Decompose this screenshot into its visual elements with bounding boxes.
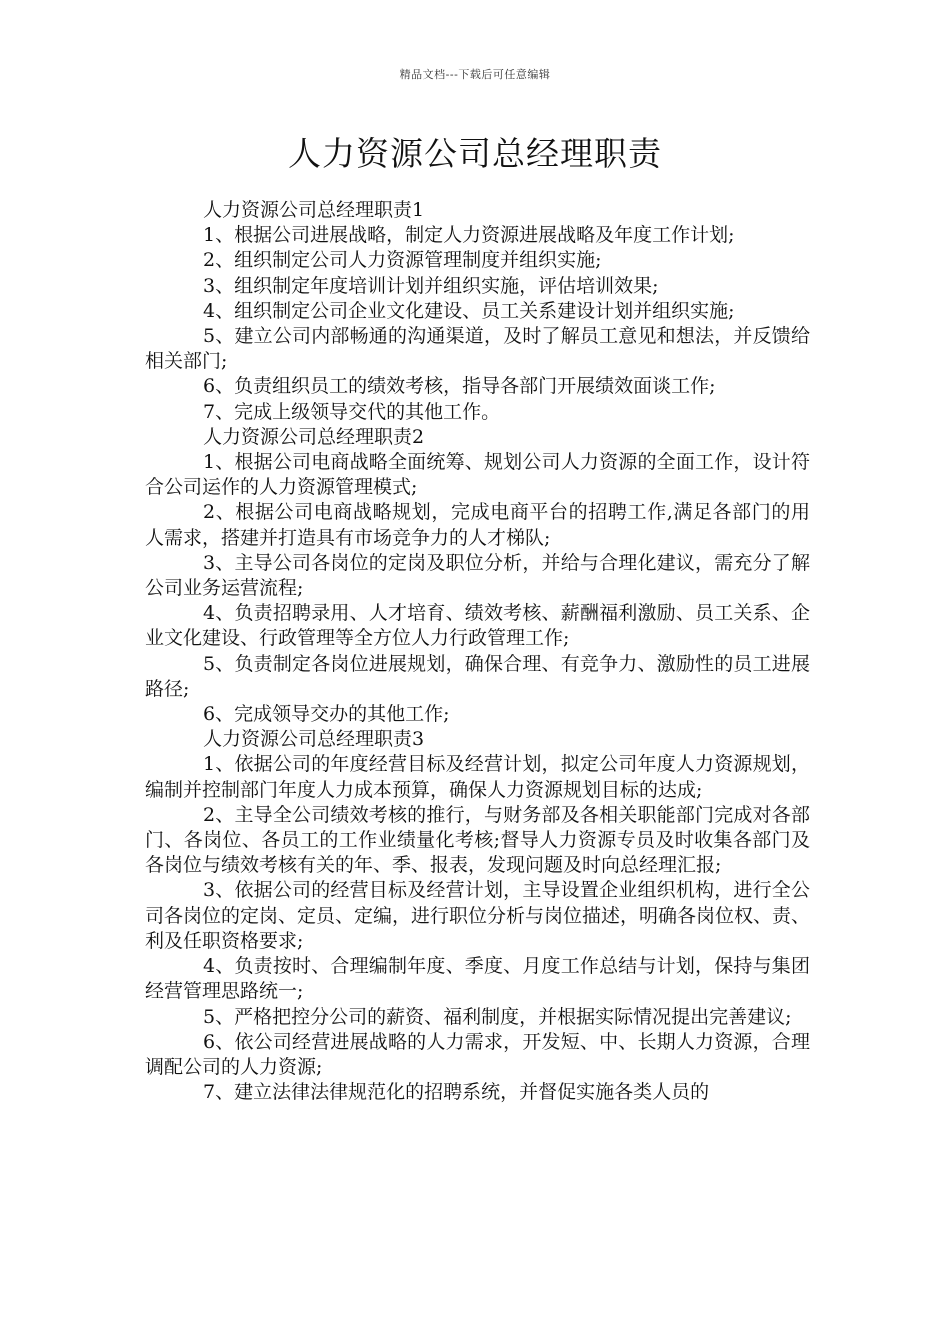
paragraph: 6、依公司经营进展战略的人力需求，开发短、中、长期人力资源，合理调配公司的人力资源; [145, 1030, 810, 1078]
paragraph: 6、负责组织员工的绩效考核，指导各部门开展绩效面谈工作; [203, 375, 716, 398]
paragraph: 3、主导公司各岗位的定岗及职位分析，并给与合理化建议，需充分了解公司业务运营流程; [145, 551, 810, 600]
paragraph: 5、负责制定各岗位进展规划，确保合理、有竞争力、激励性的员工进展路径; [145, 652, 810, 700]
paragraph: 5、建立公司内部畅通的沟通渠道，及时了解员工意见和想法，并反馈给相关部门; [145, 325, 810, 373]
paragraph: 7、完成上级领导交代的其他工作。 [203, 400, 501, 423]
paragraph: 6、完成领导交办的其他工作; [203, 703, 450, 726]
paragraph: 5、严格把控分公司的薪资、福利制度，并根据实际情况提出完善建议; [203, 1005, 792, 1028]
paragraph: 3、依据公司的经营目标及经营计划，主导设置企业组织机构，进行全公司各岗位的定岗、定员、定编，进行职位分析与岗位描述，明确各岗位权、责、利及任职资格要求; [145, 879, 811, 952]
paragraph: 4、负责按时、合理编制年度、季度、月度工作总结与计划，保持与集团经营管理思路统一; [145, 955, 810, 1003]
paragraph: 7、建立法律法律规范化的招聘系统，并督促实施各类人员的 [203, 1081, 710, 1104]
section-heading-1: 人力资源公司总经理职责1 [203, 199, 425, 221]
paragraph: 2、主导全公司绩效考核的推行，与财务部及各相关职能部门完成对各部门、各岗位、各员工的工作业绩量化考核;督导人力资源专员及时收集各部门及各岗位与绩效考核有关的年、季、报表，发现问题及时向总经理汇报; [145, 803, 810, 877]
paragraph: 4、负责招聘录用、人才培育、绩效考核、薪酬福利激励、员工关系、企业文化建设、行政管理等全方位人力行政管理工作; [145, 602, 810, 650]
section-heading-2: 人力资源公司总经理职责2 [203, 425, 425, 448]
section-heading-3: 人力资源公司总经理职责3 [203, 728, 425, 751]
paragraph: 2、根据公司电商战略规划，完成电商平台的招聘工作,满足各部门的用人需求，搭建并打造具有市场竞争力的人才梯队; [145, 501, 810, 549]
document-title: 人力资源公司总经理职责 [288, 134, 662, 173]
paragraph: 1、根据公司电商战略全面统筹、规划公司人力资源的全面工作，设计符合公司运作的人力资源管理模式; [145, 451, 810, 499]
paragraph: 3、组织制定年度培训计划并组织实施，评估培训效果; [203, 274, 659, 297]
paragraph: 2、组织制定公司人力资源管理制度并组织实施; [203, 249, 602, 272]
document-body [145, 198, 810, 1105]
paragraph: 1、根据公司进展战略，制定人力资源进展战略及年度工作计划; [203, 224, 735, 247]
paragraph: 4、组织制定公司企业文化建设、员工关系建设计划并组织实施; [203, 299, 735, 322]
paragraph: 1、依据公司的年度经营目标及经营计划，拟定公司年度人力资源规划，编制并控制部门年度人力成本预算，确保人力资源规划目标的达成; [145, 753, 810, 801]
header-watermark: 精品文档---下载后可任意编辑 [399, 68, 551, 81]
